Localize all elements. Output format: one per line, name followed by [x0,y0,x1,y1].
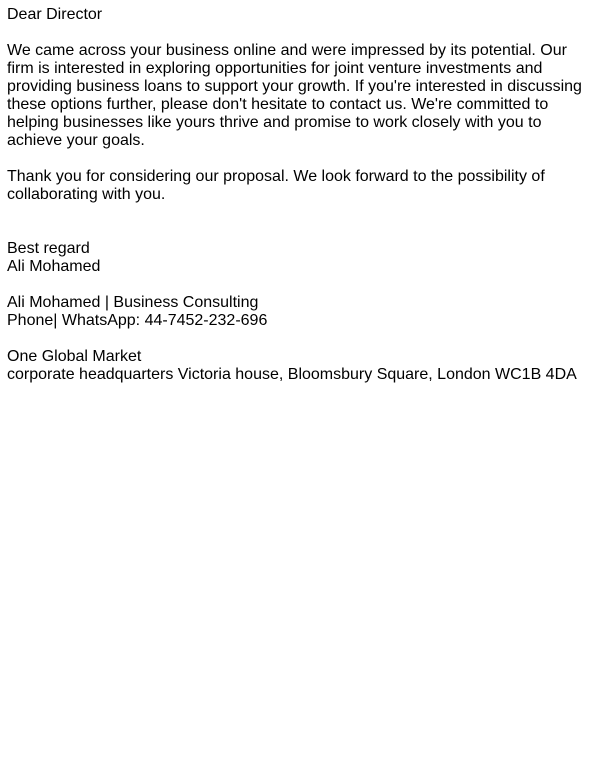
spacer [7,222,593,240]
spacer [7,150,593,168]
spacer [7,276,593,294]
email-paragraph-thanks: Thank you for considering our proposal. We look forward to the possibility of collaborating with you. [7,168,545,203]
signature-phone: Phone| WhatsApp: 44-7452-232-696 [7,312,268,329]
email-body [7,6,593,384]
email-greeting: Dear Director [7,6,103,23]
signature-address: corporate headquarters Victoria house, Bloomsbury Square, London WC1B 4DA [7,366,577,383]
spacer [7,24,593,42]
email-paragraph-intro: We came across your business online and were impressed by its potential. Our firm is interested in exploring opportunities for joint venture investments and providing business loans to support your growth. If you're interested in discussing these options further, please don't hesitate to contact us. We're committed to helping businesses like yours thrive and promise to work closely with you to achieve your goals. [7,42,582,149]
spacer [7,330,593,348]
spacer [7,204,593,222]
signature-company: One Global Market [7,348,142,365]
signature-name-title: Ali Mohamed | Business Consulting [7,294,259,311]
email-closing: Best regard [7,240,90,257]
sender-name: Ali Mohamed [7,258,101,275]
